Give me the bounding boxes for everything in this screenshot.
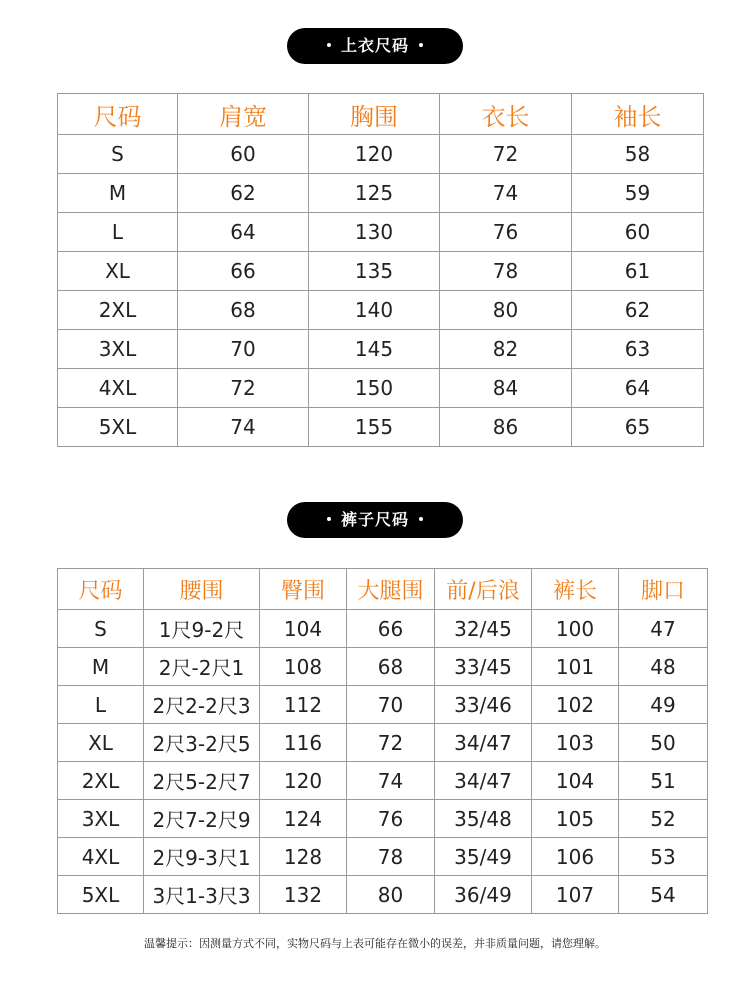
top-size-title: 上衣尺码 bbox=[340, 36, 410, 55]
size-cell: S bbox=[58, 135, 178, 174]
value-cell: 34/47 bbox=[435, 724, 532, 762]
header-cell: 胸围 bbox=[309, 94, 440, 135]
header-cell: 前/后浪 bbox=[435, 569, 532, 610]
value-cell: 62 bbox=[572, 291, 704, 330]
size-cell: M bbox=[58, 174, 178, 213]
value-cell: 76 bbox=[347, 800, 435, 838]
value-cell: 80 bbox=[440, 291, 572, 330]
bullet-dot-icon bbox=[419, 43, 423, 47]
table-row bbox=[58, 408, 704, 447]
table-row bbox=[58, 800, 708, 838]
header-cell: 袖长 bbox=[572, 94, 704, 135]
value-cell: 48 bbox=[619, 648, 708, 686]
table-row bbox=[58, 174, 704, 213]
header-cell: 臀围 bbox=[260, 569, 347, 610]
size-cell: XL bbox=[58, 252, 178, 291]
value-cell: 35/49 bbox=[435, 838, 532, 876]
value-cell: 59 bbox=[572, 174, 704, 213]
value-cell: 2尺3-2尺5 bbox=[144, 724, 260, 762]
bullet-dot-icon bbox=[327, 43, 331, 47]
value-cell: 72 bbox=[440, 135, 572, 174]
value-cell: 86 bbox=[440, 408, 572, 447]
table-row bbox=[58, 648, 708, 686]
top-size-table bbox=[57, 93, 704, 447]
value-cell: 47 bbox=[619, 610, 708, 648]
value-cell: 36/49 bbox=[435, 876, 532, 914]
value-cell: 2尺-2尺1 bbox=[144, 648, 260, 686]
value-cell: 58 bbox=[572, 135, 704, 174]
pants-size-table bbox=[57, 568, 708, 914]
value-cell: 103 bbox=[532, 724, 619, 762]
table-row bbox=[58, 213, 704, 252]
value-cell: 100 bbox=[532, 610, 619, 648]
value-cell: 53 bbox=[619, 838, 708, 876]
size-cell: XL bbox=[58, 724, 144, 762]
value-cell: 50 bbox=[619, 724, 708, 762]
value-cell: 132 bbox=[260, 876, 347, 914]
value-cell: 78 bbox=[440, 252, 572, 291]
value-cell: 64 bbox=[178, 213, 309, 252]
top-size-title-pill bbox=[287, 28, 463, 64]
value-cell: 66 bbox=[178, 252, 309, 291]
table-row bbox=[58, 610, 708, 648]
value-cell: 62 bbox=[178, 174, 309, 213]
header-cell: 肩宽 bbox=[178, 94, 309, 135]
value-cell: 82 bbox=[440, 330, 572, 369]
value-cell: 1尺9-2尺 bbox=[144, 610, 260, 648]
value-cell: 54 bbox=[619, 876, 708, 914]
value-cell: 65 bbox=[572, 408, 704, 447]
value-cell: 68 bbox=[178, 291, 309, 330]
value-cell: 74 bbox=[440, 174, 572, 213]
value-cell: 72 bbox=[347, 724, 435, 762]
value-cell: 51 bbox=[619, 762, 708, 800]
value-cell: 125 bbox=[309, 174, 440, 213]
value-cell: 74 bbox=[178, 408, 309, 447]
value-cell: 74 bbox=[347, 762, 435, 800]
size-cell: 5XL bbox=[58, 408, 178, 447]
value-cell: 104 bbox=[532, 762, 619, 800]
value-cell: 33/46 bbox=[435, 686, 532, 724]
size-cell: 4XL bbox=[58, 838, 144, 876]
table-row bbox=[58, 724, 708, 762]
value-cell: 107 bbox=[532, 876, 619, 914]
table-row bbox=[58, 330, 704, 369]
value-cell: 35/48 bbox=[435, 800, 532, 838]
value-cell: 68 bbox=[347, 648, 435, 686]
value-cell: 60 bbox=[572, 213, 704, 252]
value-cell: 60 bbox=[178, 135, 309, 174]
value-cell: 32/45 bbox=[435, 610, 532, 648]
pants-size-title: 裤子尺码 bbox=[340, 510, 410, 529]
value-cell: 49 bbox=[619, 686, 708, 724]
table-row bbox=[58, 876, 708, 914]
value-cell: 120 bbox=[309, 135, 440, 174]
table-row bbox=[58, 135, 704, 174]
value-cell: 120 bbox=[260, 762, 347, 800]
table-row bbox=[58, 252, 704, 291]
value-cell: 2尺2-2尺3 bbox=[144, 686, 260, 724]
table-row bbox=[58, 838, 708, 876]
value-cell: 108 bbox=[260, 648, 347, 686]
size-cell: M bbox=[58, 648, 144, 686]
value-cell: 63 bbox=[572, 330, 704, 369]
value-cell: 130 bbox=[309, 213, 440, 252]
footer-note: 温馨提示：因测量方式不同，实物尺码与上表可能存在微小的误差，并非质量问题，请您理解。 bbox=[144, 937, 606, 950]
value-cell: 84 bbox=[440, 369, 572, 408]
value-cell: 61 bbox=[572, 252, 704, 291]
value-cell: 80 bbox=[347, 876, 435, 914]
table-row bbox=[58, 686, 708, 724]
value-cell: 72 bbox=[178, 369, 309, 408]
value-cell: 128 bbox=[260, 838, 347, 876]
header-cell: 大腿围 bbox=[347, 569, 435, 610]
table-row bbox=[58, 291, 704, 330]
value-cell: 104 bbox=[260, 610, 347, 648]
size-cell: L bbox=[58, 686, 144, 724]
header-cell: 裤长 bbox=[532, 569, 619, 610]
size-cell: 3XL bbox=[58, 330, 178, 369]
size-cell: S bbox=[58, 610, 144, 648]
pants-size-title-pill bbox=[287, 502, 463, 538]
table-row bbox=[58, 369, 704, 408]
header-cell: 尺码 bbox=[58, 569, 144, 610]
size-cell: 2XL bbox=[58, 291, 178, 330]
value-cell: 105 bbox=[532, 800, 619, 838]
value-cell: 112 bbox=[260, 686, 347, 724]
value-cell: 2尺7-2尺9 bbox=[144, 800, 260, 838]
value-cell: 33/45 bbox=[435, 648, 532, 686]
value-cell: 78 bbox=[347, 838, 435, 876]
size-cell: 4XL bbox=[58, 369, 178, 408]
value-cell: 64 bbox=[572, 369, 704, 408]
value-cell: 66 bbox=[347, 610, 435, 648]
bullet-dot-icon bbox=[419, 517, 423, 521]
header-cell: 脚口 bbox=[619, 569, 708, 610]
table-header-row bbox=[58, 569, 708, 610]
header-cell: 腰围 bbox=[144, 569, 260, 610]
value-cell: 76 bbox=[440, 213, 572, 252]
size-cell: 3XL bbox=[58, 800, 144, 838]
value-cell: 116 bbox=[260, 724, 347, 762]
header-cell: 尺码 bbox=[58, 94, 178, 135]
size-cell: 5XL bbox=[58, 876, 144, 914]
value-cell: 2尺9-3尺1 bbox=[144, 838, 260, 876]
value-cell: 150 bbox=[309, 369, 440, 408]
value-cell: 155 bbox=[309, 408, 440, 447]
size-cell: L bbox=[58, 213, 178, 252]
value-cell: 106 bbox=[532, 838, 619, 876]
bullet-dot-icon bbox=[327, 517, 331, 521]
value-cell: 70 bbox=[178, 330, 309, 369]
value-cell: 52 bbox=[619, 800, 708, 838]
value-cell: 124 bbox=[260, 800, 347, 838]
value-cell: 145 bbox=[309, 330, 440, 369]
value-cell: 140 bbox=[309, 291, 440, 330]
value-cell: 102 bbox=[532, 686, 619, 724]
value-cell: 2尺5-2尺7 bbox=[144, 762, 260, 800]
value-cell: 3尺1-3尺3 bbox=[144, 876, 260, 914]
table-row bbox=[58, 762, 708, 800]
value-cell: 70 bbox=[347, 686, 435, 724]
table-header-row bbox=[58, 94, 704, 135]
size-cell: 2XL bbox=[58, 762, 144, 800]
value-cell: 135 bbox=[309, 252, 440, 291]
header-cell: 衣长 bbox=[440, 94, 572, 135]
value-cell: 34/47 bbox=[435, 762, 532, 800]
value-cell: 101 bbox=[532, 648, 619, 686]
